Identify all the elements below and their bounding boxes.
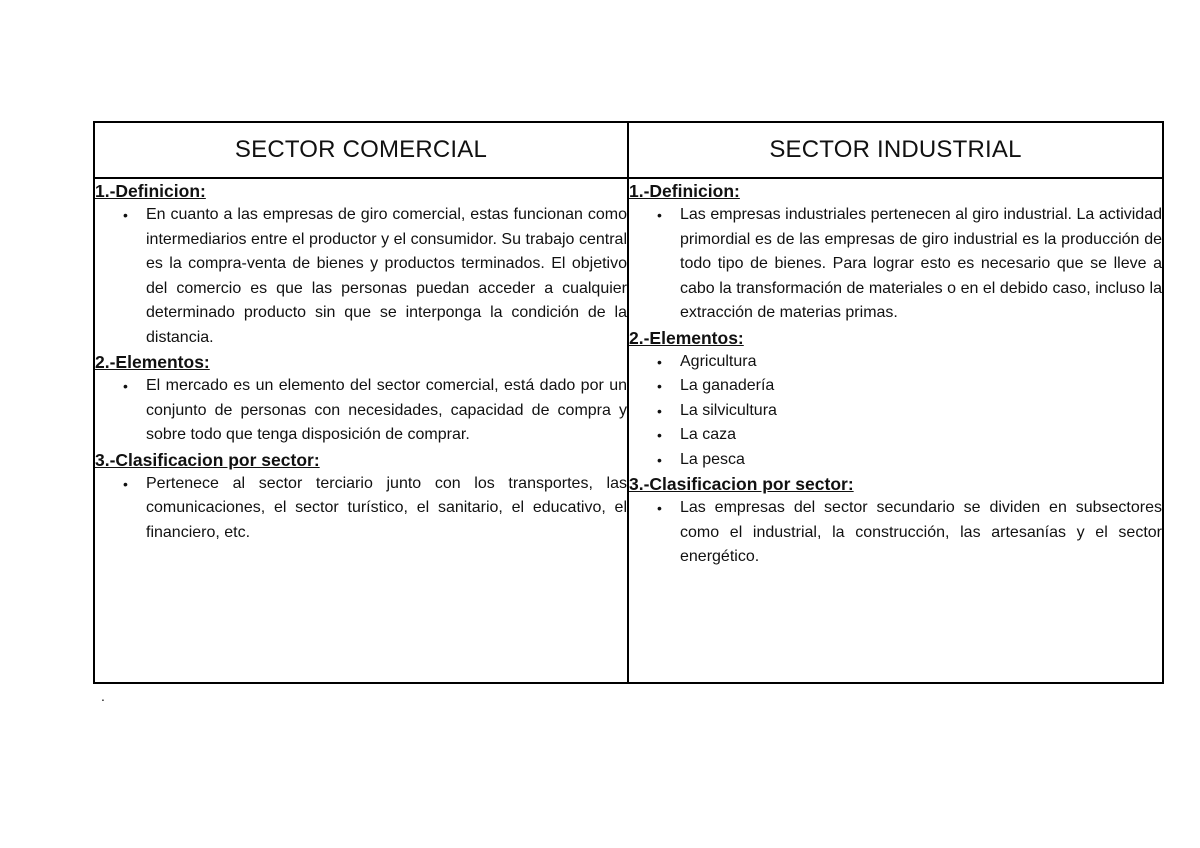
list-item bbox=[123, 203, 627, 350]
section-title: 1.-Definicion: bbox=[629, 181, 740, 201]
bullet-list bbox=[629, 350, 1162, 473]
trailing-mark: . bbox=[101, 688, 105, 704]
list-item-text: En cuanto a las empresas de giro comercial, estas funcionan como intermediarios entre el productor y el consumidor. Su trabajo central es la compra-venta de bienes y productos terminados. El objetivo del comercio es que las personas puedan acceder a cualquier determinado producto sin que se interponga la condición de la distancia. bbox=[146, 206, 627, 346]
header-sector-comercial: SECTOR COMERCIAL bbox=[94, 122, 628, 178]
list-item-text: La pesca bbox=[680, 450, 745, 468]
list-item-text: La ganadería bbox=[680, 377, 775, 394]
bullet-icon: • bbox=[657, 451, 662, 468]
bullet-list bbox=[95, 472, 627, 546]
bullet-icon: • bbox=[657, 500, 662, 516]
bullet-icon: • bbox=[657, 207, 662, 223]
bullet-icon: • bbox=[123, 378, 128, 394]
section-title: 2.-Elementos: bbox=[629, 327, 744, 348]
bullet-icon: • bbox=[123, 207, 128, 223]
bullet-icon: • bbox=[657, 353, 662, 370]
bullet-icon: • bbox=[657, 378, 662, 394]
list-item bbox=[657, 448, 1162, 473]
list-item-text: El mercado es un elemento del sector comercial, está dado por un conjunto de personas con necesidades, capacidad de compra y sobre todo que tenga disposición de comprar. bbox=[146, 377, 627, 443]
section-title: 3.-Clasificacion por sector: bbox=[629, 474, 854, 494]
comparison-table bbox=[93, 121, 1164, 684]
list-item bbox=[123, 472, 627, 546]
list-item-text: La caza bbox=[680, 426, 737, 443]
list-item bbox=[657, 374, 1162, 399]
bullet-list bbox=[629, 203, 1162, 326]
list-item bbox=[657, 399, 1162, 424]
header-sector-industrial: SECTOR INDUSTRIAL bbox=[628, 122, 1163, 178]
section-title: 3.-Clasificacion por sector: bbox=[95, 449, 320, 470]
list-item-text: Las empresas industriales pertenecen al giro industrial. La actividad primordial es de las empresas de giro industrial es la producción de todo tipo de bienes. Para lograr esto es necesario que se lleve a cabo la transformación de materiales o en el debido caso, incluso la extracción de materias primas. bbox=[680, 206, 1162, 321]
list-item-text: La silvicultura bbox=[680, 401, 777, 419]
section-title: 1.-Definicion: bbox=[95, 181, 206, 201]
header-row bbox=[94, 122, 1163, 178]
list-item bbox=[123, 374, 627, 448]
list-item bbox=[657, 496, 1162, 570]
bullet-list bbox=[95, 203, 627, 350]
list-item bbox=[657, 423, 1162, 448]
column-sector-industrial bbox=[628, 178, 1163, 683]
list-item-text: Agricultura bbox=[680, 352, 757, 370]
bullet-icon: • bbox=[657, 427, 662, 443]
list-item bbox=[657, 350, 1162, 375]
content-row bbox=[94, 178, 1163, 683]
list-item-text: Las empresas del sector secundario se dividen en subsectores como el industrial, la construcción, las artesanías y el sector energético. bbox=[680, 499, 1162, 565]
bullet-icon: • bbox=[657, 402, 662, 419]
bullet-list bbox=[95, 374, 627, 448]
bullet-list bbox=[629, 496, 1162, 570]
column-sector-comercial bbox=[94, 178, 628, 683]
list-item bbox=[657, 203, 1162, 326]
list-item-text: Pertenece al sector terciario junto con los transportes, las comunicaciones, el sector turístico, el sanitario, el educativo, el financiero, etc. bbox=[146, 474, 627, 541]
section-title: 2.-Elementos: bbox=[95, 352, 210, 372]
bullet-icon: • bbox=[123, 475, 128, 492]
